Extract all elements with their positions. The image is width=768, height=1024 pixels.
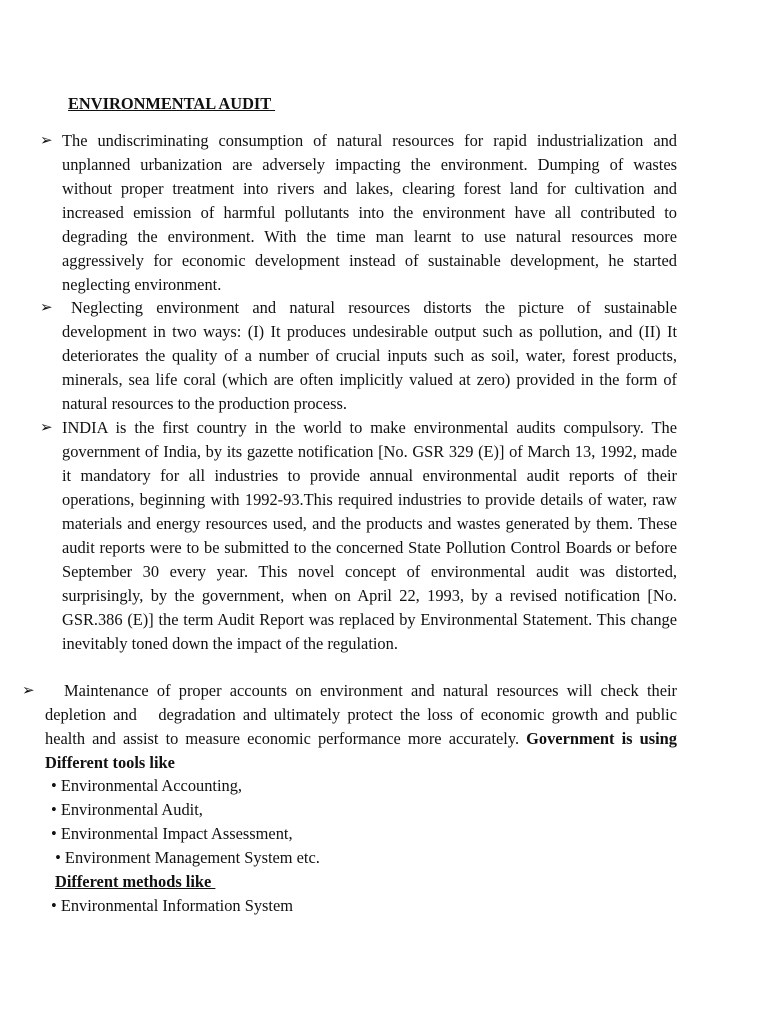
paragraph-text: Neglecting environment and natural resources distorts the picture of sustainable development in two ways: (I) It produces undesirable output such as pollution, and (II) It deteriorates the quality of a number of crucial inputs such as soil, water, forest products, minerals, sea life coral (which are often implicitly valued at zero) provided in the form of natural resources to the production process. <box>62 298 677 413</box>
list-item: • Environmental Information System <box>51 896 293 915</box>
list-item: • Environmental Impact Assessment, <box>51 824 293 843</box>
bullet-arrow-icon: ➢ <box>40 420 53 436</box>
list-item: • Environmental Audit, <box>51 800 203 819</box>
methods-heading: Different methods like <box>55 872 216 891</box>
list-item: • Environmental Accounting, <box>51 776 243 795</box>
bullet-arrow-icon: ➢ <box>22 683 35 699</box>
paragraph-text: INDIA is the first country in the world to make environmental audits compulsory. The government of India, by its gazette notification [No. GSR 329 (E)] of March 13, 1992, made it mandatory for all industries to provide annual environmental audit reports of their operations, beginning with 1992-93.This required industries to provide details of water, raw materials and energy resources used, and the products and wastes generated by them. These audit reports were to be submitted to the concerned State Pollution Control Boards or before September 30 every year. This novel concept of environmental audit was distorted, surprisingly, by the government, when on April 22, 1993, by a revised notification [No. GSR.386 (E)] the term Audit Report was replaced by Environmental Statement. This change inevitably toned down the impact of the regulation. <box>62 418 677 653</box>
paragraph-india <box>62 416 677 656</box>
bullet-arrow-icon: ➢ <box>40 300 53 316</box>
paragraph-text: The undiscriminating consumption of natural resources for rapid industrialization and unplanned urbanization are adversely impacting the environment. Dumping of wastes without proper treatment into rivers and lakes, clearing forest land for cultivation and increased emission of harmful pollutants into the environment have all contributed to degrading the environment. With the time man learnt to use natural resources more aggressively for economic development instead of sustainable development, he started neglecting environment. <box>62 131 677 294</box>
list-item: • Environment Management System etc. <box>51 848 320 867</box>
paragraph-text: Maintenance of proper accounts on environment and natural resources will check their depletion and degradation and ultimately protect the loss of economic growth and public health and assist to measure economic performance more accurately. <box>45 681 677 748</box>
paragraph-bold-tail: Government is using Different tools like <box>45 729 677 772</box>
paragraph-neglecting <box>62 296 677 416</box>
tools-list <box>51 774 320 870</box>
methods-list <box>51 894 293 918</box>
paragraph-consumption <box>62 129 677 297</box>
document-title: ENVIRONMENTAL AUDIT <box>68 94 276 113</box>
bullet-arrow-icon: ➢ <box>40 133 53 149</box>
paragraph-maintenance <box>45 679 677 775</box>
